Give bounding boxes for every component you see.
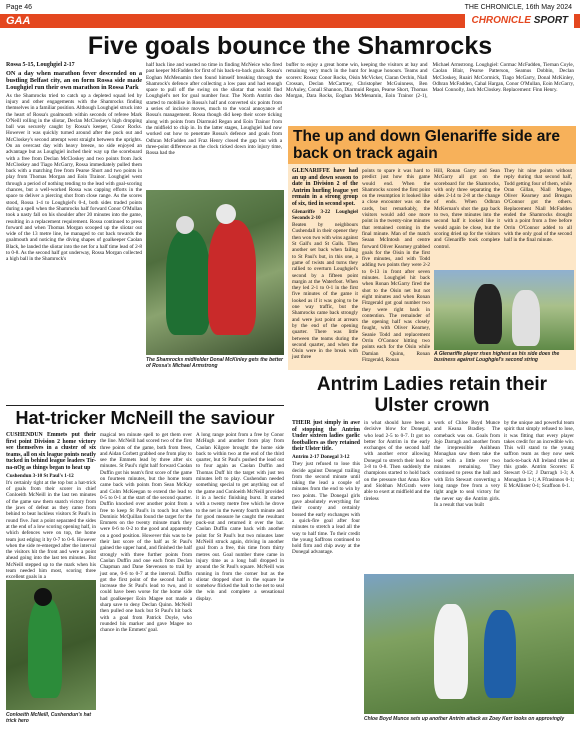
story3-headline: Hat-tricker McNeill the saviour: [15, 408, 275, 428]
story1-lead: ON a day when marathon fever descended on a bustling Belfast city, an on form Rossa side made Loughgiel run their own marathon in Rossa Park: [6, 70, 142, 92]
issue-date: THE CHRONICLE, 16th May 2024: [464, 4, 572, 11]
photo3-caption: Conloeith McNeill, Cushendun's hat trick hero: [6, 712, 92, 724]
story3-body2: magical ten minute spell to get them over the line. McNeill had scored two of the first three points of the game, both from frees, and Aidan Corbett grabbed one from play to see the Emmets lead by three after six minutes. St Paul's right half forward Caolan Duffin got his team's first score of the game on fourteen minutes, but the home team came back with points from Sean McKay and Colm McKeegan to extend the lead to 0-5 to 0-1 at the start of the second quarter. Duffin knocked over another point from a free to keep St Paul's in touch but when Dominic McQuillan found the target for the Emmets on the twenty minute mark they were 0-6 to 0-2 to the good and apparently on a good position. However this was to be their last score of the half as St Paul's gained the upper hand, and finished the half strongly with three further points from Caolan Duffin and one each from Declan Chapman and Dane Stevenson to trail by just one, 0-6 to 0-7 at the interval. Duffin got the first point of the second half to increase the St Paul's lead to two, and it could have been worse for the home side had goalkeeper Eoin Magee not made a sharp save to deny Declan Quinn. McNeill then pulled one back but St Paul's hit back with a goal from Patrick Doyle, who rounded his marker and gave Magee no chance in the Emmets' goal.: [100, 432, 192, 634]
section-label: GAA: [6, 15, 31, 27]
story2-body3: Hill, Ronan Garry and Sean McGarry all got on the scoreboard for the Shamrocks, with only three separating the sides 2-14 to 2-8 at the change of ends. When Odhran McKernan's shot the gap back to two, three minutes into the second half it looked like it would again be close, but the scoring dried up for the visitors and Glenariffe took complete control.: [434, 168, 500, 250]
story4-col3: [434, 420, 500, 570]
story2-body2: points to spare it was hard to predict just how this game would end. When the Shamrocks scored the first point on the resumption it looked like a close encounter was on the cards, but remarkably, the visitors would add one more point in the twenty-nine minutes that remained coming in the final minute. Man of the match Seaan McIntosh and centre forward Oliver Kearney grabbed goals for the Oisin in the first five minutes, and with Todd adding two points they were 2-2 to 0-13 in front after seven minutes. Loughgiel hit back when Ronan McGarry fired the shot to the Oisin net but not eight minutes and when Ronan Fitzgerald got goal number two they were right back in contention. The remainder of the opening half was closely fought, with Oliver Kearney, Seanie Todd and replacement Orrin O'Connor hitting two points each for the Oisin while Damian Quinn, Ronan Fitzgerald, Ronan: [362, 168, 430, 363]
sport-logo: CHRONICLE SPORT: [465, 14, 574, 28]
story1-col2: [146, 62, 282, 188]
story4-body3: work of Chloe Boyd Munce and Keana Bradley. The comeback was on. Goals from Jojo Darragh and another from the irrepressible Aoibhean Monaghan saw them take the lead with a little over two minutes remaining. They continued to press the ball and with Erin Stewart converting a long range free from a very tight angle to seal victory for the never say die Antrim girls. In a result that was built: [434, 420, 500, 508]
story1-headline: Five goals bounce the Shamrocks: [87, 32, 493, 60]
story4-body2: in what should have been a decisive blow for Donegal, who lead 2-5 to 0-7. It got no better for Antrim in the early exchanges of the second half with another error allowing Donegal to stretch their lead to 3-8 to 0-8. Then suddenly the champions started to hold back on the pressure that Anna Rice and Siobhan McGrath were able to exert at midfield and the tireless: [364, 420, 430, 502]
story2-col4: [504, 168, 572, 268]
antrim-ladies-photo: [364, 574, 574, 714]
story3-lead: CUSHENDUN Emmets put their first point Division 2 home victory see themselves in a cluster of six teams, all on six league points neatly tucked in behind league leaders Tir-na-nOg as things began to heat up: [6, 432, 96, 471]
story2-col3: [434, 168, 500, 268]
story1-body3: buffer to enjoy a great home win, keeping the visitors at bay and remaining very much in the hunt for league honours. Teams and scorers: Rossa: Conor Rocks, Oisin McVicker, Ciaran Orchin, Niall Crossan, Declan McCartney, Christopher McGuinness, Ben McAuley, Conall Shannon, Diarmuid Regan, Pearse Short, Thomas Morgan, Dara Rocks, Eoghan McMenamin, Eoin Trainor (2-1), Michael Armstrong. Loughgiel: Cormac McFadden, Tiernan Coyle, Caolan Blair, Pearse Patterson, Seamus Dobbin, Declan McCloskey, Ruairi McCormick, Tiago McGarry, Donal McKinley, Odhran McFadden, Cahal Hargan, Conor O'Mullan, Eoin McGarry, Maol Connolly, Jack McCloskey. Replacement: Finn Henry.: [286, 62, 574, 100]
story1-body1: As the Shamrocks tried to catch up a depleted squad led by injury and other engagements with the Shamrocks finding themselves in a familiar position. Although Loughgiel struck into the heart of Rossa's goalmouth within seconds of referee Mark O'Neill rolling in the sliotar, Declan McCloskey's high dropping ball was securely caught by Rossa's keeper, Conor Rocks. However it was quickly turned around after the puck out and McCloskey's second attempt went straight between the uprights. On an overcast day with heavy breeze, no side enjoyed an advantage but as Loughgiel inched their way up the scoreboard with a free from Declan McCloskey and two points from Jack McCloskey and Tiago McGarry, Rossa immediately pulled them back with a matching free from Pearse Short and two points in play from Thomas Morgan and Eoin Trainor. Loughgiel went through a period of nothing tending to the lead with goal-scoring chances, but a well-worked Rossa was capping efforts in the space to deliver a piercing shot from close range. As the scores stood, Rossa 1-4 to Loughgiel's 0-4, both sides traded points during a spell when the Shamrocks half forward Conor O'Mullan took a nasty fall on his shoulder after 20 minutes into the game, resulting in a replacement requirement. Rossa continued to press forward and when Thomas Morgan scooped up the sliotar out wide of the 13 metre line, he managed to cut back towards the goalmouth and noticing the diving shapes of goalkeeper Caolan Black, he landed the sliotar into the net for a half time lead of 2-8 to 0-8. As the second half got underway, Rossa Morgan collected a high ball in the Shamrock's: [6, 92, 142, 263]
story3-body3: A long range point from a free by Conor McHugh and another from play from Caolan Kilgore brought the home side back to within two at the end of the third quarter, but St Paul's pushed the lead out to four again as Caolan Duffin and Thomas Duff hit the target with just ten minutes left to play. Cushendun needed something special to get anything out of the game and Conloeith McNeill provided it in a hectic finishing burst. It started with a twenty metre free which he drove to the net in the twenty fourth minute and for good measure he caught the resultant puck-out and returned it over the bar. Caolan Duffin came back with another point for St Paul's but two minutes later McNeill struck again, driving in another goal from a free, this time from thirty metres out. Goal number three came in injury time as a long ball dropped in around the St Paul's square. McNeill was running in from the corner but as the sliotar dropped short in the square he somehow flicked the ball to the net to seal the win and complete a sensational display.: [196, 432, 284, 602]
story2-body1: Beaten by neighbours Cushendall in their opener they then won two with wins against St Gall's and St Galls. Then another set back when failing to St Paul's but, in this one, a game of twists and turns they rallied to overturn Loughgiel's second by a fifteen point margin at the Waterfoot. When they led 2-1 to 0-1 in the first five minutes of the game it looked as if it was going to be one way traffic, but the Shamrocks came back strongly and were just point at arrears by the end of the opening quarter. There was little between the teams during the second quarter, and when the Oisin were in the break with just three: [292, 222, 358, 361]
story3-col1: [6, 432, 96, 581]
story1-score: Rossa 5-15, Loughgiel 2-17: [6, 62, 75, 68]
story3-col2: [100, 432, 192, 732]
story2-col1: [292, 168, 358, 368]
photo4-caption: Chloe Boyd Munce sets up another Antrim attack as Zoey Kerr looks on approvingly: [364, 716, 565, 722]
story4-body1: They just refused to lose this decide against Donegal trailing from the second minute until taking the lead a couple of minutes from the end to win by two points. The Donegal girls gave absolutely everything for their county and certainly bossed the early exchanges with a quick-fire goal after four minutes to stretch a lead all the way to half time. To their credit the young Saffrons continued to hold firm and chip away at the Donegal advantage.: [292, 461, 360, 556]
divider: [6, 405, 284, 406]
story3-score: Cushendun 3-10 St Paul's 1-12: [6, 472, 74, 479]
story2-lead: GLENARIFFE have had an up and down season to date in Division 2 of the Antrim hurling league yet remain in a strong group of six, tied in second spot.: [292, 168, 358, 207]
photo1-caption: The Shamrocks midfielder Donal McKinley gets the better of Rossa's Michael Armstrong: [146, 357, 283, 369]
story1-col1: [6, 62, 142, 404]
story2-body4: They hit nine points without reply during that second half, Todd getting four of them, while Oran Gillan, Niall Magee, Oliver Kearney and Breagan O'Connor got the others. Replacement Niall McFadden ended the Shamrocks drought with a point from a free before Orrin O'Connor added to all with the only goal of the second half in the final minute.: [504, 168, 572, 244]
mcneill-photo: [6, 580, 96, 710]
story3-body1: It's certainly tight at the top but a hat-trick of goals from their scorer in chief Conloeith McNeill in the last ten minutes of the game saw them snatch victory from the jaws of defeat as they came from behind to beat luckless visitors St Paul's in round five. Just a point separated the sides at the end of a low scoring opening half, in which defences were on top, the home team just edging it by 0-7 to 0-6. However when the side re-emerged after the interval the visitors hit the front and were a point ahead going into the last ten minutes. But McNeill stepped up to the mark when his team needed him most, scoring three excellent goals in a: [6, 479, 96, 581]
story3-col3: [196, 432, 284, 732]
story4-score: Antrim 2-17 Donegal 3-12: [292, 453, 350, 460]
story1-body2: half back line and wasted no time in finding McNeice who fired past keeper McFadden for first of his back-to-back goals. Rossa's Eoghan McMenamin then found himself breaking through the Shamrock's defence after collecting a low pass and had enough space to pull off the swing on the sliotar that would find Loughgiel's net for goal number four. The North Antrim duo started to mobilise in Rossa's half and converted six points from a series of incisive moves, much to the vocal annoyance of Rossa's management. Rossa though did keep their score ticking along with points from Diarmuid Regan and Eoin Trainor from the midfield to chip in. In the latter stages, Loughgiel had now worked out how to penetrate Rossa's defence and goals from Odhran McFadden and Fraz Henry closed the gap but with a three-point difference as the clock ticked down into injury time, Rossa had the: [146, 62, 282, 157]
page-number: Page 46: [6, 4, 33, 11]
story2-col2: [362, 168, 430, 368]
story4-body4: by the unique and powerful team spirit that simply refused to lose, it was fitting that every player takes credit for an incredible win. This will stand to the young saffron team as they now seek back-to-back All Ireland titles at this grade. Antrim Scorers: E Stewart 0-12; J Darragh 1-3; A Monaghan 1-1; A Ffrasinnos 0-1; E McAllister 0-1; Scaffoon 0-1.: [504, 420, 574, 489]
story4-col1: [292, 420, 360, 730]
story2-score: Glenariffe 3-22 Loughgiel Seconds 2-10: [292, 208, 358, 221]
story4-col2: [364, 420, 430, 570]
story2-headline: The up and down Glenariffe side are back on track again: [288, 126, 576, 164]
section-band: [0, 14, 580, 28]
story4-col4: [504, 420, 574, 570]
photo2-caption: A Glenariffe player rises highest as his side does the business against Loughgiel's second string: [434, 351, 560, 363]
story1-col3: [286, 62, 574, 124]
story4-headline: Antrim Ladies retain their Ulster crown: [316, 374, 548, 416]
hurling-photo: [146, 190, 284, 355]
glenariffe-photo: [434, 270, 574, 350]
story4-lead: THEIR just simply in awe of stopping the Antrim Under sixteen ladies gaelic footballers as they retained their Ulster title.: [292, 420, 360, 453]
